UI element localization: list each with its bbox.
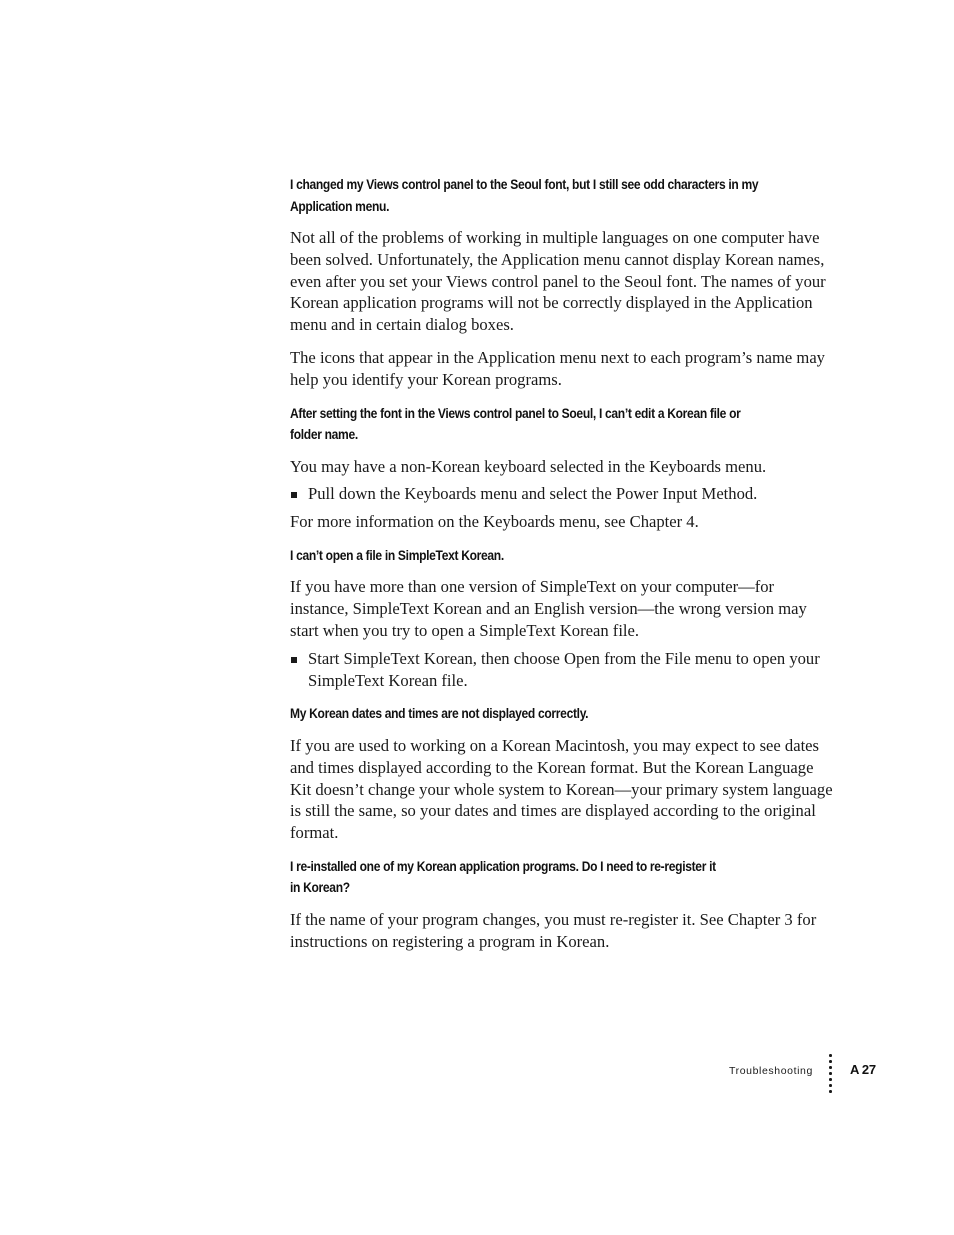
section-reregister: [290, 856, 835, 953]
body-paragraph: You may have a non-Korean keyboard selected in the Keyboards menu.: [290, 456, 767, 476]
footer-section-label: Troubleshooting: [729, 1065, 813, 1077]
page-content: [290, 174, 835, 953]
body-paragraph: The icons that appear in the Application menu next to each program’s name may help you identify your Korean programs.: [290, 347, 825, 389]
bullet-item: Start SimpleText Korean, then choose Open from the File menu to open your SimpleText Korean file.: [290, 648, 835, 692]
section-cant-open-simpletext: [290, 545, 835, 691]
section-heading: After setting the font in the Views control panel to Soeul, I can’t edit a Korean file or folder name.: [290, 405, 741, 443]
footer-dotted-divider-icon: [829, 1054, 832, 1094]
bullet-square-icon: [291, 657, 297, 663]
page-number: A 27: [850, 1062, 876, 1077]
body-paragraph: If you are used to working on a Korean Macintosh, you may expect to see dates and times displayed according to the Korean format. But the Korean Language Kit doesn’t change your whole system to Korean—your primary system language is still the same, so your dates and times are displayed according to the original format.: [290, 735, 833, 843]
section-seoul-font-application-menu: [290, 174, 835, 391]
body-paragraph: For more information on the Keyboards menu, see Chapter 4.: [290, 512, 699, 532]
section-dates-times: [290, 703, 835, 843]
section-heading: I can’t open a file in SimpleText Korean.: [290, 547, 504, 563]
body-paragraph: If you have more than one version of SimpleText on your computer—for instance, SimpleText Korean and an English version—the wrong version may start when you try to open a SimpleText Korean file.: [290, 577, 807, 641]
section-heading: My Korean dates and times are not displayed correctly.: [290, 706, 589, 722]
bullet-square-icon: [291, 492, 297, 498]
body-paragraph: Not all of the problems of working in multiple languages on one computer have been solved. Unfortunately, the Application menu cannot display Korean names, even after you set your Views control panel to the Seoul font. The names of your Korean application programs will not be correctly displayed in the Application menu and in certain dialog boxes.: [290, 228, 826, 335]
bullet-item: Pull down the Keyboards menu and select the Power Input Method.: [290, 483, 835, 505]
section-cant-edit-korean-name: [290, 403, 835, 533]
section-heading: I re-installed one of my Korean application programs. Do I need to re-register it in Korean?: [290, 858, 716, 896]
body-paragraph: If the name of your program changes, you must re-register it. See Chapter 3 for instructions on registering a program in Korean.: [290, 909, 817, 951]
section-heading: I changed my Views control panel to the Seoul font, but I still see odd characters in my Application menu.: [290, 177, 759, 214]
